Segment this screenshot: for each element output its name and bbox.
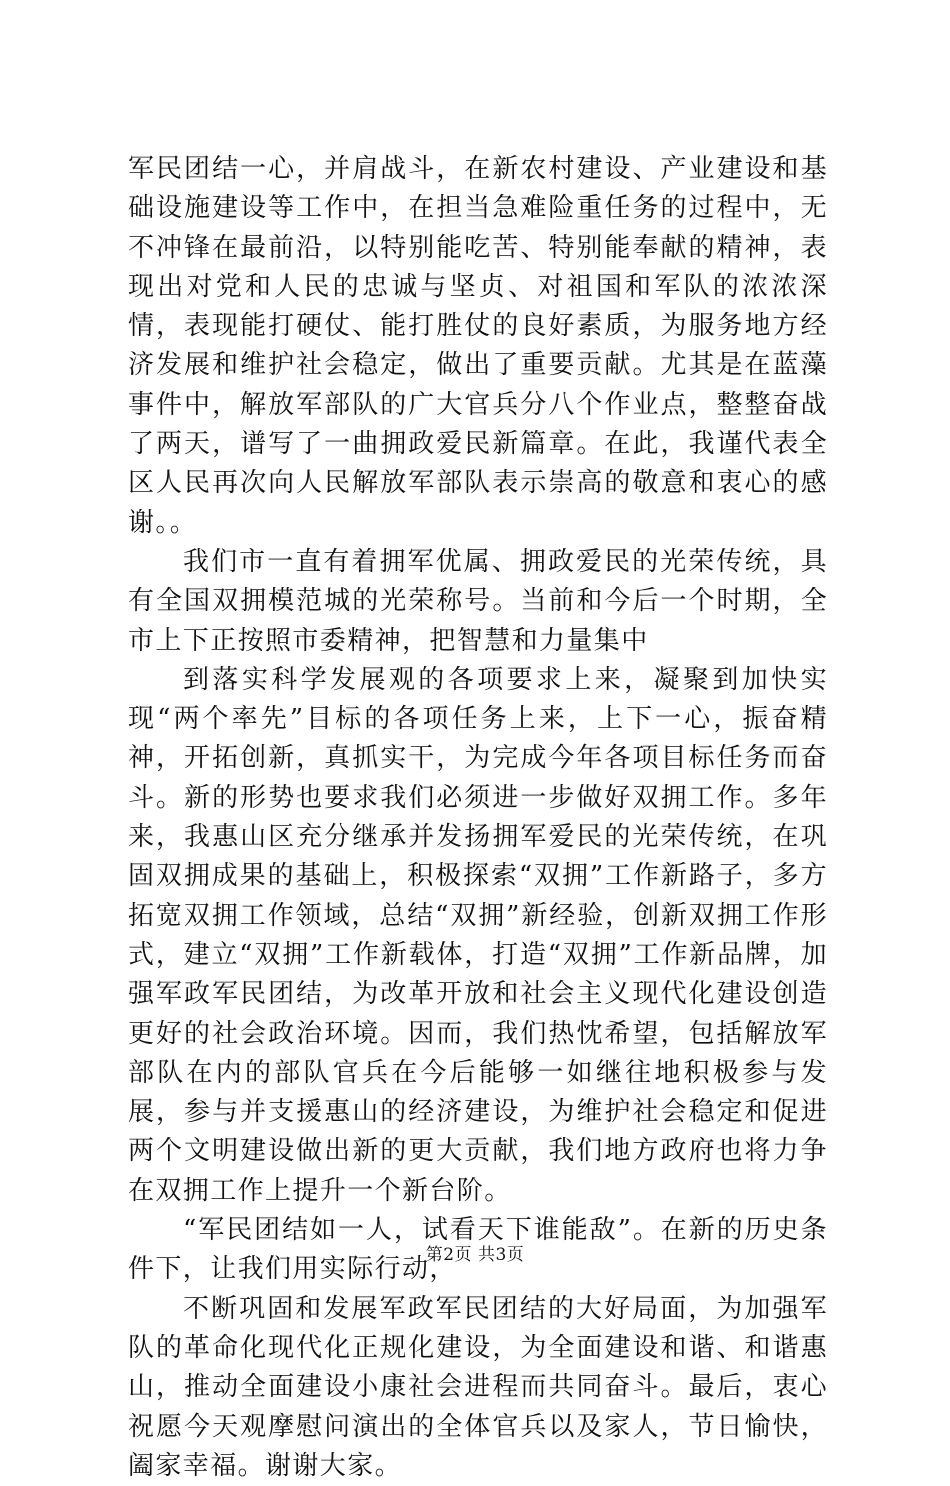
paragraph-3: 到落实科学发展观的各项要求上来，凝聚到加快实现“两个率先”目标的各项任务上来，上下一心，振奋精神，开拓创新，真抓实干，为完成今年各项目标任务而奋斗。新的形势也要求我们必须进一步做好双拥工作。多年来，我惠山区充分继承并发扬拥军爱民的光荣传统，在巩固双拥成果的基础上，积极探索“双拥”工作新路子，多方拓宽双拥工作领域，总结“双拥”新经验，创新双拥工作形式，建立“双拥”工作新载体，打造“双拥”工作新品牌，加强军政军民团结，为改革开放和社会主义现代化建设创造更好的社会政治环境。因而，我们热忱希望，包括解放军部队在内的部队官兵在今后能够一如继往地积极参与发展，参与并支援惠山的经济建设，为维护社会稳定和促进两个文明建设做出新的更大贡献，我们地方政府也将力争在双拥工作上提升一个新台阶。	[128, 664, 828, 1206]
paragraph-1: 军民团结一心，并肩战斗，在新农村建设、产业建设和基础设施建设等工作中，在担当急难险重任务的过程中，无不冲锋在最前沿，以特别能吃苦、特别能奉献的精神，表现出对党和人民的忠诚与坚贞、对祖国和军队的浓浓深情，表现能打硬仗、能打胜仗的良好素质，为服务地方经济发展和维护社会稳定，做出了重要贡献。尤其是在蓝藻事件中，解放军部队的广大官兵分八个作业点，整整奋战了两天，谱写了一曲拥政爱民新篇章。在此，我谨代表全区人民再次向人民解放军部队表示崇高的敬意和衷心的感谢。。	[128, 154, 828, 538]
paragraph-5: 不断巩固和发展军政军民团结的大好局面，为加强军队的革命化现代化正规化建设，为全面建设和谐、和谐惠山，推动全面建设小康社会进程而共同奋斗。最后，衷心祝愿今天观摩慰问演出的全体官兵以及家人，节日愉快，阖家幸福。谢谢大家。	[128, 1293, 828, 1481]
paragraph-4: “军民团结如一人，试看天下谁能敌”。在新的历史条件下，让我们用实际行动，	[128, 1215, 828, 1285]
paragraph-2: 我们市一直有着拥军优属、拥政爱民的光荣传统，具有全国双拥模范城的光荣称号。当前和今后一个时期，全市上下正按照市委精神，把智慧和力量集中	[128, 546, 828, 656]
document-body	[128, 150, 828, 1486]
page-number-footer: 第2页 共3页	[425, 1245, 525, 1265]
